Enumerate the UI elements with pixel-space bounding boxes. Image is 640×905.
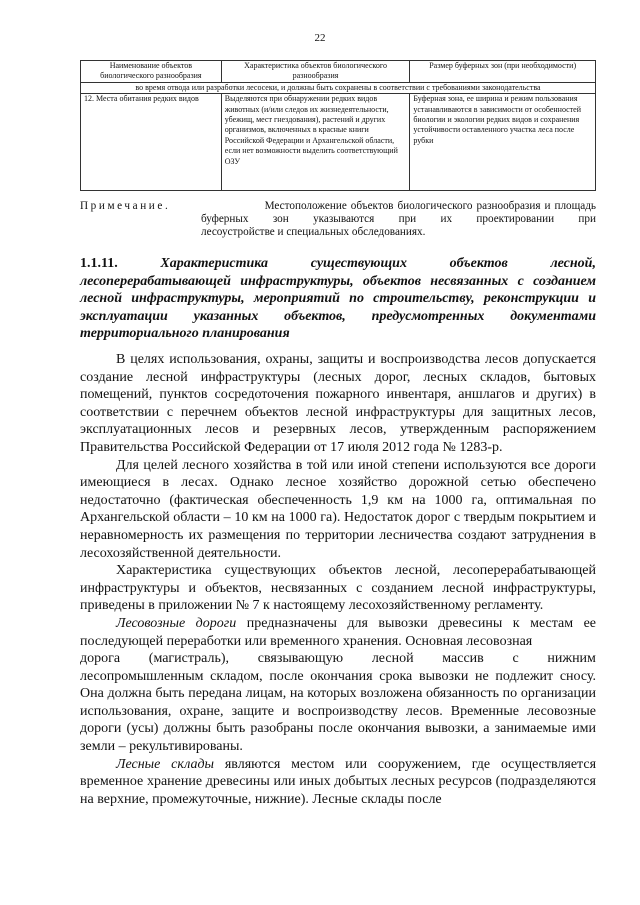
page-number: 22: [314, 32, 326, 44]
body-word: нижним: [547, 651, 596, 667]
heading-text: лесоперерабатывающей инфраструктуры, объектов несвязанных с созданием лесной инфраструктуры, мероприятий по строительству, реконструкции и эксплуатации указанных объектов, предусмотренных документами территориального планирования: [80, 273, 596, 341]
table-header-cell: Характеристика объектов биологического разнообразия: [221, 61, 410, 83]
table-cell-buffer: Буферная зона, ее ширина и режим пользования устанавливаются в зависимости от особенностей биологии и экологии редких видов и сохранения устойчивости оставленного участка леса после рубки: [410, 94, 596, 191]
heading-word: существующих: [310, 256, 407, 271]
body-word: связывающую: [257, 651, 344, 667]
heading-word: Характеристика: [160, 256, 269, 271]
body-word: (магистраль),: [148, 651, 230, 667]
paragraph: Для целей лесного хозяйства в той или иной степени используются все дороги имеющиеся в лесах. Однако лесное хозяйство дорожной сетью обеспечено недостаточно (фактическая обеспеченность 1,9 км на 1000 га, оптимальная по Архангельской области – 10 км на 1000 га). Недостаток дорог с твердым покрытием и неравномерность их размещения по территории лесничества создают затруднения в лесохозяйственной деятельности.: [80, 457, 596, 561]
body-word: лесной: [371, 651, 414, 667]
table-header-cell: Размер буферных зон (при необходимости): [410, 61, 596, 83]
paragraph: В целях использования, охраны, защиты и воспроизводства лесов допускается создание лесной инфраструктуры (лесных дорог, лесных складов, бытовых помещений, пунктов сосредоточения пожарного инвентаря, аншлагов и других) в соответствии с перечнем объектов лесной инфраструктуры для защитных лесов, эксплуатационных лесов и резервных лесов, утвержденным распоряжением Правительства Российской Федерации от 17 июля 2012 года № 1283-р.: [80, 352, 596, 455]
heading-word: лесной,: [550, 256, 596, 271]
note-word: буферных: [201, 213, 249, 225]
section-heading: [80, 255, 596, 343]
section-number: 1.1.11.: [80, 256, 118, 271]
body-word: дорога: [80, 651, 121, 667]
note-line: [80, 200, 596, 213]
table-note: [80, 200, 596, 239]
table-cell-characteristic: Выделяются при обнаружении редких видов животных (и/или следов их жизнедеятельности, убежищ, мест гнездования), растений и других организмов, включенных в красные книги Российской Федерации и Архангельской области, если нет возможности выделить соответствующий ОЗУ: [221, 94, 410, 191]
heading-word: объектов: [449, 256, 508, 271]
note-label: Примечание.: [80, 200, 171, 212]
term-forest-roads: Лесовозные дороги: [116, 615, 237, 631]
paragraph: лесопромышленным складом, после окончания срока вывозки не подлежит сносу. Она должна быть передана лицам, на которых возложена обязанность по организации использования, охране, защите и воспроизводству лесов. Временные лесовозные дороги (усы) должны быть разобраны после окончания вывозки, а занимаемые ими земли – рекультивированы.: [80, 668, 596, 755]
heading-first-line: [80, 255, 596, 273]
table-cell-name: 12. Места обитания редких видов: [81, 94, 222, 191]
body-word: массив: [442, 651, 484, 667]
paragraph-line: [80, 650, 596, 668]
paragraph-text: предназначены для вывозки древесины к местам ее последующей переработки или временного хранения. Основная лесовозная: [80, 615, 597, 649]
paragraph: [80, 756, 596, 809]
table-row: [81, 94, 596, 191]
note-word: зон: [272, 213, 289, 225]
term-forest-warehouses: Лесные склады: [116, 756, 215, 772]
biodiversity-table: [80, 60, 596, 191]
note-word: проектировании: [476, 213, 555, 225]
table-span-row: [81, 82, 596, 93]
note-word: указываются: [313, 213, 375, 225]
note-line: лесоустройстве и специальных обследованиях.: [201, 226, 426, 238]
note-word: при: [578, 213, 596, 225]
note-word: их: [440, 213, 453, 225]
paragraph-text: являются местом или сооружением, где осуществляется временное хранение древесины или иных добытых лесных ресурсов (подразделяются на верхние, промежуточные, нижние). Лесные склады после: [80, 756, 597, 807]
note-text: Местоположение объектов биологического разнообразия и площадь: [264, 200, 596, 212]
document-body: [80, 351, 596, 808]
note-line: [80, 213, 596, 226]
table-header-row: [81, 61, 596, 83]
note-word: при: [398, 213, 417, 225]
table-span-cell: во время отвода или разработки лесосеки, и должны быть сохранены в соответствии с требованиями законодательства: [81, 82, 596, 93]
paragraph: Характеристика существующих объектов лесной, лесоперерабатывающей инфраструктуры и объектов, несвязанных с созданием лесной инфраструктуры, приведены в приложении № 7 к настоящему лесохозяйственному регламенту.: [80, 563, 596, 614]
body-word: с: [512, 651, 519, 667]
table-header-cell: Наименование объектов биологического разнообразия: [81, 61, 222, 83]
paragraph: [80, 615, 596, 650]
